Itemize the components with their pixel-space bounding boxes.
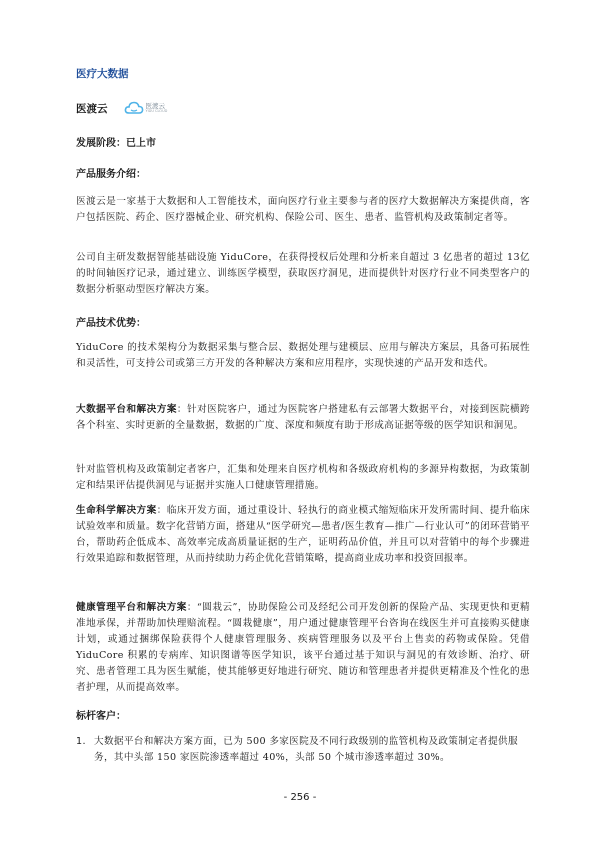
bigdata-text: ：针对医院客户，通过为医院客户搭建私有云部署大数据平台，对接到医院横跨各个科室、实时更新的全量数据，数据的广度、深度和频度有助于形成高证据等级的医学知识和洞见。 <box>76 404 530 431</box>
intro-paragraph: 公司自主研发数据智能基础设施 YiduCore，在获得授权后处理和分析来自超过 3 亿患者的超过 13亿的时间轴医疗记录，通过建立、训练医学模型，获取医疗洞见，进而提供针对医疗行业不同类型客户的数据分析驱动型医疗解决方案。 <box>76 252 530 295</box>
company-logo <box>124 100 168 116</box>
company-name: 医渡云 <box>76 102 108 115</box>
lifescience-paragraph <box>76 503 530 567</box>
development-stage: 发展阶段：已上市 <box>76 138 156 149</box>
tech-intro-paragraph: YiduCore 的技术架构分为数据采集与整合层、数据处理与建模层、应用与解决方案层，具备可拓展性和灵活性，可支持公司或第三方开发的各种解决方案和应用程序，实现快速的产品开发和迭代。 <box>76 342 530 369</box>
bigdata-title: 大数据平台和解决方案 <box>76 404 177 415</box>
logo-subtext: YIDU CLOUD <box>145 109 168 113</box>
health-mgmt-title: 健康管理平台和解决方案 <box>76 602 187 613</box>
benchmark-heading: 标杆客户： <box>76 711 126 722</box>
product-intro-heading: 产品服务介绍： <box>76 169 146 180</box>
logo-text: 医渡云 <box>145 101 165 110</box>
bigdata-paragraph <box>76 402 530 434</box>
page-number: - 256 - <box>283 792 317 803</box>
lifescience-text: ：临床开发方面，通过重设计、轻执行的商业模式缩短临床开发所需时间、提升临床试验效率和质量。数字化营销方面，搭建从“医学研究—患者/医生教育—推广—行业认可”的闭环营销平台，帮助药企低成本、高效率完成高质量证据的生产，证明药品价值，并且可以对营销中的每个步骤进行效果追踪和数据管理，从而持续助力药企优化营销策略，提高商业成功率和投资回报率。 <box>76 505 530 564</box>
list-text: 大数据平台和解决方案方面，已为 500 多家医院及不同行政级别的监管机构及政策制定者提供服务，其中头部 150 家医院渗透率超过 40%，头部 50 个城市渗透率超过 30%。 <box>94 736 518 763</box>
lifescience-title: 生命科学解决方案 <box>76 505 157 516</box>
intro-paragraph: 医渡云是一家基于大数据和人工智能技术，面向医疗行业主要参与者的医疗大数据解决方案提供商，客户包括医院、药企、医疗器械企业、研究机构、保险公司、医生、患者、监管机构及政策制定者等。 <box>76 196 530 223</box>
list-item <box>76 734 530 766</box>
health-mgmt-paragraph <box>76 600 530 696</box>
section-title: 医疗大数据 <box>76 68 129 80</box>
health-mgmt-text: ：“圆栽云”，协助保险公司及经纪公司开发创新的保险产品、实现更快和更精准地承保，并帮助加快理赔流程。“圆栽健康”，用户通过健康管理平台咨询在线医生并可直接购买健康计划，或通过捆绑保险获得个人健康管理服务、疾病管理服务以及平台上售卖的药物或保险。凭借 YiduCore 积累的专病库、知识图谱等医学知识，该平台通过基于知识与洞见的有效诊断、治疗、研究、患者管理工具为医生赋能，使其能够更好地进行研究、随访和管理患者并提供更精准及个性化的患者护理，从而提高效率。 <box>76 602 530 693</box>
regulator-paragraph: 针对监管机构及政策制定者客户，汇集和处理来自医疗机构和各级政府机构的多源异构数据，为政策制定和结果评估提供洞见与证据并实施人口健康管理措施。 <box>76 464 530 491</box>
tech-advantage-heading: 产品技术优势： <box>76 318 146 329</box>
company-header <box>76 96 167 120</box>
cloud-logo-icon <box>124 100 144 116</box>
list-number: 1. <box>76 736 86 747</box>
